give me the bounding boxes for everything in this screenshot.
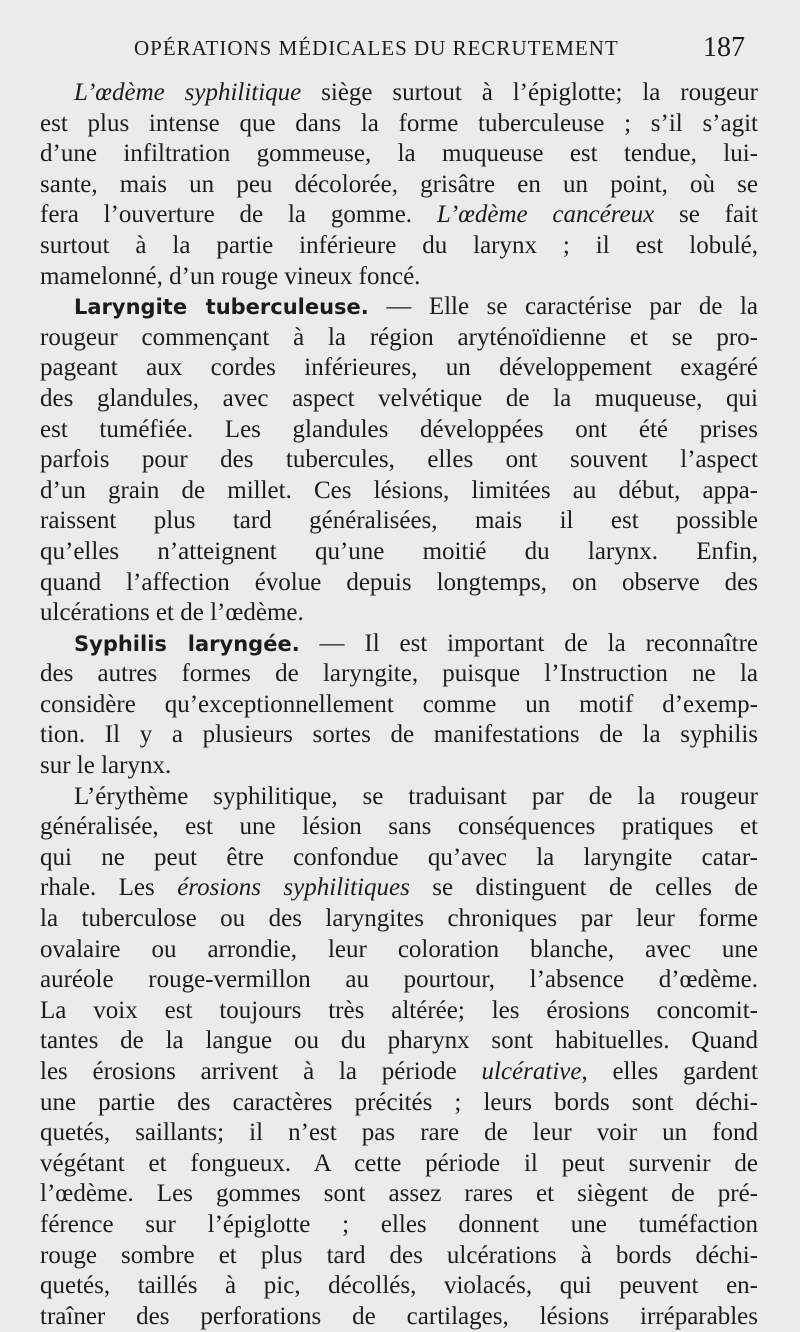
text-line bbox=[40, 568, 758, 599]
text-segment: considère qu’exceptionnellement comme un motif d’exemp- bbox=[40, 690, 758, 718]
text-segment: rhale. Les bbox=[40, 874, 178, 902]
text-line bbox=[40, 1302, 758, 1332]
text-segment: — Il est important de la reconnaître bbox=[299, 629, 758, 657]
text-line bbox=[40, 200, 758, 231]
section-heading: Laryngite tuberculeuse. bbox=[74, 295, 369, 320]
text-segment: des glandules, avec aspect velvétique de la muqueuse, qui bbox=[40, 384, 758, 412]
text-segment: quetés, saillants; il n’est pas rare de leur voir un fond bbox=[40, 1119, 758, 1147]
text-line bbox=[40, 353, 758, 384]
italic-term: érosions syphilitiques bbox=[177, 874, 410, 902]
text-segment: tion. Il y a plusieurs sortes de manifestations de la syphilis bbox=[40, 721, 758, 749]
text-line bbox=[40, 965, 758, 996]
text-line bbox=[40, 659, 758, 690]
text-line bbox=[40, 139, 758, 170]
text-line bbox=[40, 1271, 758, 1302]
text-segment: qu’elles n’atteignent qu’une moitié du larynx. Enfin, bbox=[40, 537, 758, 565]
text-segment: raissent plus tard généralisées, mais il est possible bbox=[40, 507, 758, 535]
text-segment: se fait bbox=[654, 201, 758, 229]
text-line bbox=[40, 720, 758, 751]
section-heading: Syphilis laryngée. bbox=[74, 631, 300, 656]
text-line bbox=[40, 782, 758, 813]
text-segment: végétant et fongueux. A cette période il peut survenir de bbox=[40, 1149, 758, 1177]
text-line bbox=[40, 384, 758, 415]
text-line bbox=[40, 873, 758, 904]
text-segment: sante, mais un peu décolorée, grisâtre en un point, où se bbox=[40, 170, 758, 198]
text-line bbox=[40, 629, 758, 660]
text-line bbox=[40, 109, 758, 140]
text-line bbox=[40, 904, 758, 935]
text-line bbox=[40, 751, 758, 782]
text-segment: quetés, taillés à pic, décollés, violacés, qui peuvent en- bbox=[40, 1272, 758, 1300]
text-segment: sur le larynx. bbox=[40, 752, 172, 780]
text-segment: la tuberculose ou des laryngites chroniques par leur forme bbox=[40, 905, 758, 933]
text-line bbox=[40, 598, 758, 629]
text-line bbox=[40, 323, 758, 354]
text-segment: est plus intense que dans la forme tuberculeuse ; s’il s’agit bbox=[40, 109, 758, 137]
text-line bbox=[40, 1210, 758, 1241]
text-segment: , elles gardent bbox=[581, 1058, 758, 1085]
text-line bbox=[40, 1057, 758, 1088]
page-header bbox=[0, 30, 800, 70]
text-line bbox=[40, 935, 758, 966]
text-segment: traîner des perforations de cartilages, lésions irréparables bbox=[40, 1302, 758, 1330]
text-segment: les érosions arrivent à la période bbox=[40, 1058, 482, 1085]
text-line bbox=[40, 1088, 758, 1119]
text-line bbox=[40, 690, 758, 721]
text-segment: fera l’ouverture de la gomme. bbox=[40, 201, 437, 229]
text-line bbox=[40, 476, 758, 507]
text-segment: auréole rouge-vermillon au pourtour, l’absence d’œdème. bbox=[40, 966, 758, 994]
text-segment: mamelonné, d’un rouge vineux foncé. bbox=[40, 262, 421, 290]
text-line bbox=[40, 1241, 758, 1272]
text-line bbox=[40, 537, 758, 568]
text-segment: quand l’affection évolue depuis longtemps, on observe des bbox=[40, 568, 758, 596]
text-segment: férence sur l’épiglotte ; elles donnent une tuméfaction bbox=[40, 1210, 758, 1238]
text-segment: L’érythème syphilitique, se traduisant par de la rougeur bbox=[74, 782, 758, 810]
text-line bbox=[40, 843, 758, 874]
text-segment: ulcérations et de l’œdème. bbox=[40, 599, 304, 627]
text-segment: qui ne peut être confondue qu’avec la laryngite catar- bbox=[40, 843, 758, 871]
text-line bbox=[40, 1118, 758, 1149]
text-line bbox=[40, 292, 758, 323]
text-segment: d’un grain de millet. Ces lésions, limitées au début, appa- bbox=[40, 476, 758, 504]
text-segment: — Elle se caractérise par de la bbox=[368, 293, 758, 321]
text-line bbox=[40, 445, 758, 476]
text-line bbox=[40, 231, 758, 262]
italic-term: L’œdème syphilitique bbox=[74, 79, 302, 106]
text-segment: est tuméfiée. Les glandules développées ont été prises bbox=[40, 415, 758, 443]
text-line bbox=[40, 1179, 758, 1210]
italic-term: ulcérative bbox=[481, 1058, 582, 1085]
italic-term: L’œdème cancéreux bbox=[436, 201, 655, 229]
text-line bbox=[40, 506, 758, 537]
text-line bbox=[40, 262, 758, 293]
text-line bbox=[40, 78, 758, 109]
text-line bbox=[40, 812, 758, 843]
text-segment: siège surtout à l’épiglotte; la rougeur bbox=[301, 79, 758, 106]
text-segment: généralisée, est une lésion sans conséquences pratiques et bbox=[40, 813, 758, 841]
text-segment: ovalaire ou arrondie, leur coloration blanche, avec une bbox=[40, 935, 758, 963]
body-text bbox=[40, 78, 758, 1332]
text-segment: une partie des caractères précités ; leurs bords sont déchi- bbox=[40, 1088, 758, 1116]
text-line bbox=[40, 996, 758, 1027]
text-segment: des autres formes de laryngite, puisque l’Instruction ne la bbox=[40, 660, 758, 688]
text-line bbox=[40, 170, 758, 201]
running-title: OPÉRATIONS MÉDICALES DU RECRUTEMENT bbox=[134, 36, 619, 60]
text-segment: rougeur commençant à la région aryténoïdienne et se pro- bbox=[40, 323, 758, 351]
text-segment: l’œdème. Les gommes sont assez rares et siègent de pré- bbox=[40, 1180, 758, 1208]
text-segment: La voix est toujours très altérée; les érosions concomit- bbox=[40, 996, 758, 1024]
text-line bbox=[40, 1149, 758, 1180]
text-segment: d’une infiltration gommeuse, la muqueuse est tendue, lui- bbox=[40, 140, 758, 168]
page-number: 187 bbox=[703, 32, 745, 63]
text-segment: tantes de la langue ou du pharynx sont habituelles. Quand bbox=[40, 1027, 758, 1055]
text-line bbox=[40, 415, 758, 446]
text-line bbox=[40, 1026, 758, 1057]
text-segment: surtout à la partie inférieure du larynx ; il est lobulé, bbox=[40, 231, 758, 259]
text-segment: parfois pour des tubercules, elles ont souvent l’aspect bbox=[40, 446, 758, 474]
text-segment: rouge sombre et plus tard des ulcérations à bords déchi- bbox=[40, 1241, 758, 1269]
text-segment: pageant aux cordes inférieures, un développement exagéré bbox=[40, 354, 758, 382]
text-segment: se distinguent de celles de bbox=[409, 874, 759, 902]
